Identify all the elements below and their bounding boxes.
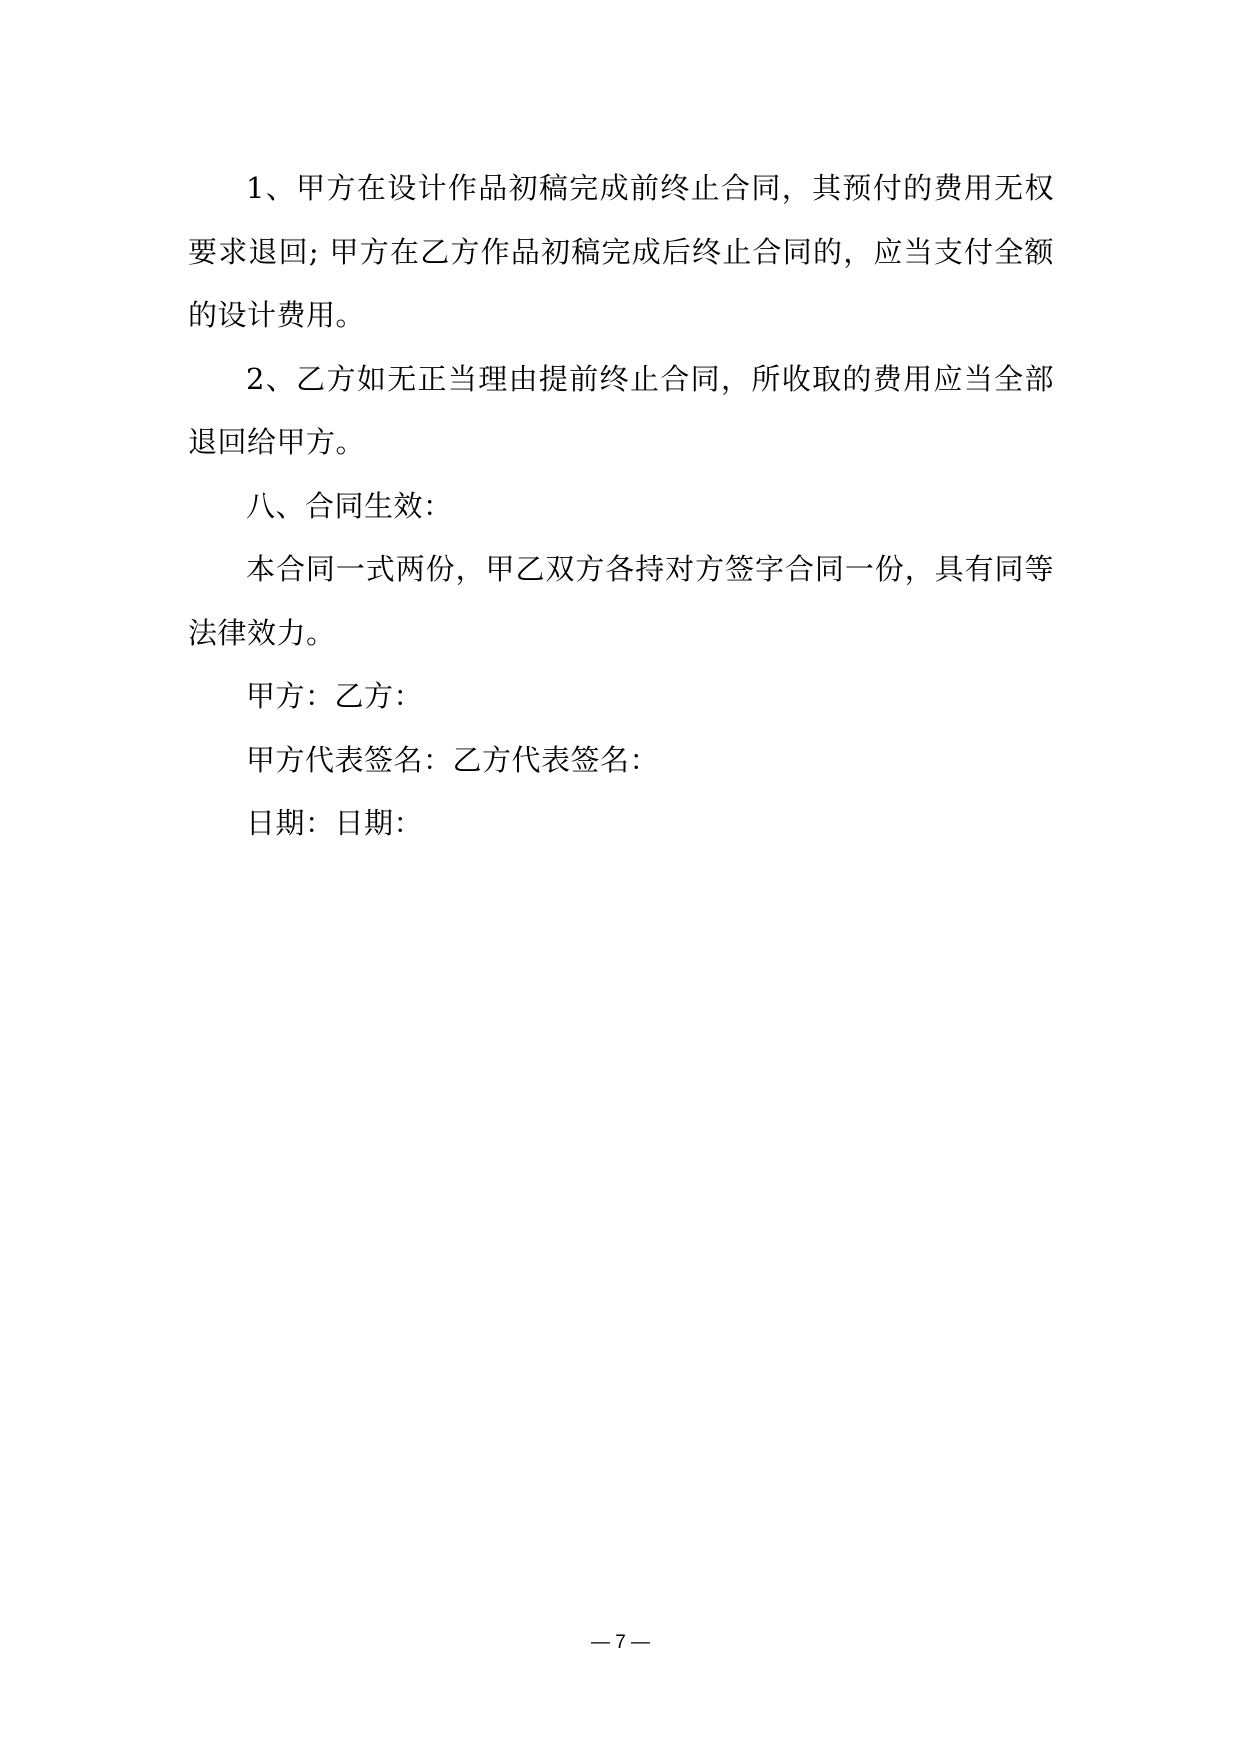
section-heading-contract-effective: 八、合同生效： [246, 488, 453, 523]
clause-1-paragraph: 1、甲方在设计作品初稿完成前终止合同，其预付的费用无权要求退回; 甲方在乙方作品初稿完成后终止合同的，应当支付全额的设计费用。 [188, 171, 1054, 332]
contract-copies-paragraph: 本合同一式两份，甲乙双方各持对方签字合同一份，具有同等法律效力。 [188, 552, 1054, 650]
page-number: — 7 — [590, 1632, 651, 1653]
clause-2-paragraph: 2、乙方如无正当理由提前终止合同，所收取的费用应当全部退回给甲方。 [188, 361, 1054, 459]
representative-signature-line: 甲方代表签名：乙方代表签名： [246, 742, 660, 777]
party-line: 甲方：乙方： [246, 679, 424, 713]
document-body [188, 157, 1054, 856]
date-line: 日期：日期： [246, 806, 424, 840]
